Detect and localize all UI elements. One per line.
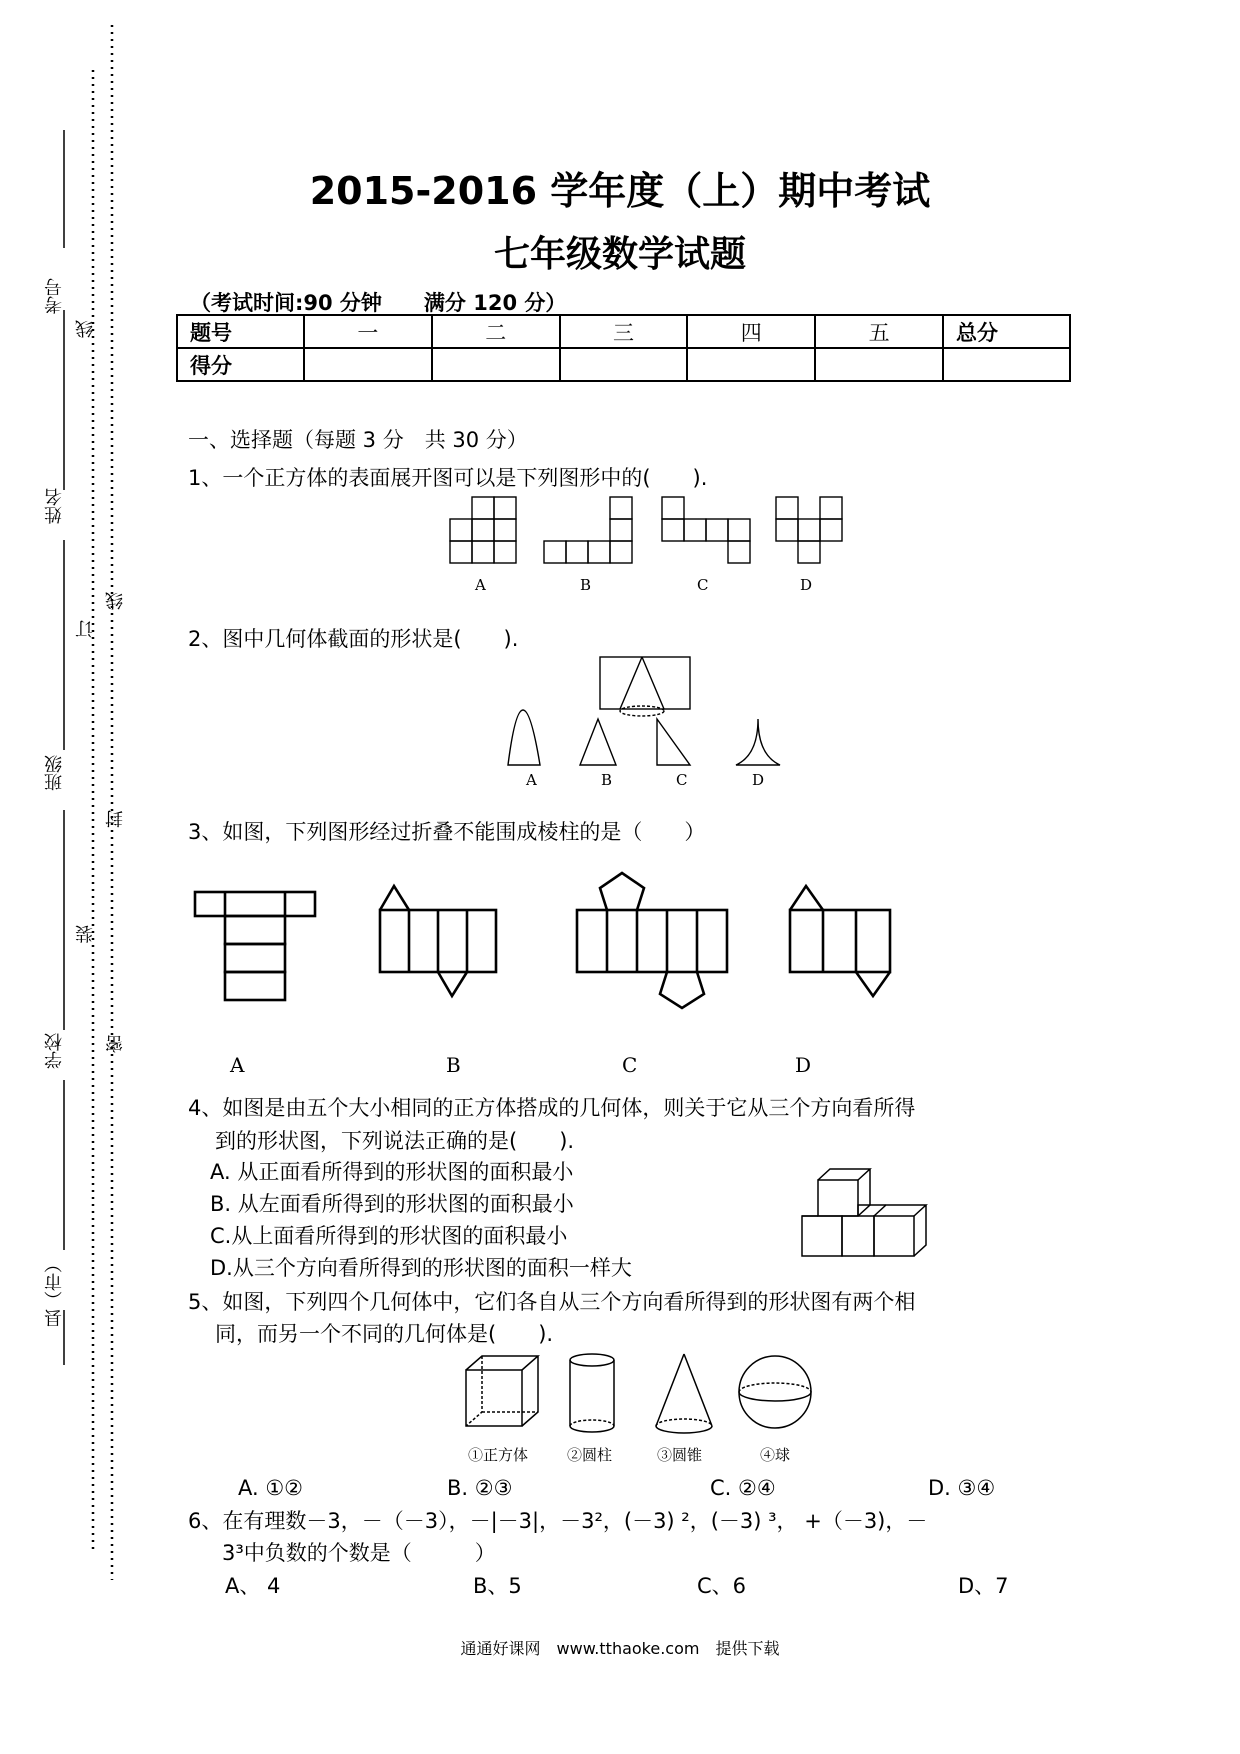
q6-option: B、5 (473, 1574, 522, 1598)
q5-option: D. ③④ (928, 1476, 996, 1500)
q3-prism-nets (190, 870, 910, 1020)
exam-subtitle: 七年级数学试题 (493, 234, 746, 275)
footer-credit: 通通好课网 www.tthaoke.com 提供下载 (460, 1639, 780, 1658)
q1-label: D (800, 576, 813, 594)
q1-label: C (697, 576, 709, 594)
question-4-text: 到的形状图，下列说法正确的是( ). (215, 1129, 575, 1153)
question-5-text: 5、如图，下列四个几何体中，它们各自从三个方向看所得到的形状图有两个相 (188, 1290, 916, 1314)
side-label-name: 姓名 (44, 488, 65, 524)
q5-option: A. ①② (238, 1476, 303, 1500)
q2-label: A (526, 771, 537, 789)
side-label-county: 县（市） (44, 1255, 65, 1327)
q5-shape-label: ④球 (760, 1446, 791, 1464)
q4-cube-figure (800, 1155, 950, 1265)
question-4-text: 4、如图是由五个大小相同的正方体搭成的几何体，则关于它从三个方向看所得 (188, 1096, 916, 1120)
side-label-school: 学校 (44, 1033, 65, 1069)
question-3-text: 3、如图，下列图形经过折叠不能围成棱柱的是（ ） (188, 820, 706, 844)
q2-label: B (601, 771, 613, 789)
question-6-text: 6、在有理数－3，－（－3），－|－3|，－3²，(－3) ²，(－3) ³， +（－3)，－ (188, 1509, 928, 1533)
q1-cube-nets (440, 495, 860, 570)
score-cell[interactable] (815, 348, 943, 381)
q5-shape-label: ①正方体 (468, 1446, 529, 1464)
question-6-text: 3³中负数的个数是（ ） (222, 1541, 496, 1565)
question-2-text: 2、图中几何体截面的形状是( ). (188, 627, 519, 651)
q3-label: A (230, 1053, 245, 1077)
score-table (176, 314, 1071, 382)
score-header-cell: 五 (815, 315, 943, 348)
q5-solids (460, 1350, 840, 1440)
score-cell[interactable] (687, 348, 815, 381)
exam-info: （考试时间:90 分钟 满分 120 分） (190, 291, 567, 315)
question-5-text: 同，而另一个不同的几何体是( ). (215, 1322, 554, 1346)
score-header-cell: 三 (560, 315, 688, 348)
q1-label: B (580, 576, 592, 594)
score-header-cell: 四 (687, 315, 815, 348)
q1-label: A (475, 576, 486, 594)
side-label-class: 班级 (44, 755, 65, 791)
score-header-cell: 一 (304, 315, 432, 348)
side-label-exam-number: 考号 (44, 278, 65, 314)
question-1-text: 1、一个正方体的表面展开图可以是下列图形中的( ). (188, 466, 708, 490)
score-cell[interactable] (943, 348, 1070, 381)
seal-word: 封 (105, 810, 126, 828)
score-header-cell: 总分 (943, 315, 1070, 348)
q5-option: C. ②④ (710, 1476, 776, 1500)
q2-label: C (676, 771, 688, 789)
q5-shape-label: ②圆柱 (567, 1446, 613, 1464)
exam-title: 2015-2016 学年度（上）期中考试 (309, 169, 931, 213)
section-heading: 一、选择题（每题 3 分 共 30 分） (188, 428, 528, 452)
q6-option: A、 4 (225, 1574, 281, 1598)
score-header-cell: 二 (432, 315, 560, 348)
score-cell[interactable] (304, 348, 432, 381)
score-cell[interactable] (432, 348, 560, 381)
q4-option: C.从上面看所得到的形状图的面积最小 (210, 1224, 568, 1248)
seal-word: 线 (105, 592, 126, 610)
q6-option: D、7 (958, 1574, 1009, 1598)
score-row-label: 得分 (177, 348, 304, 381)
q3-label: C (622, 1053, 638, 1077)
q2-label: D (752, 771, 765, 789)
q3-label: D (795, 1053, 812, 1077)
seal-word: 装 (75, 925, 96, 943)
q5-option: B. ②③ (447, 1476, 513, 1500)
q6-option: C、6 (697, 1574, 747, 1598)
seal-word: 密 (105, 1035, 126, 1053)
q4-option: D.从三个方向看所得到的形状图的面积一样大 (210, 1256, 632, 1280)
seal-word: 线 (75, 320, 96, 338)
q2-section-figure (500, 655, 810, 785)
q4-option: B. 从左面看所得到的形状图的面积最小 (210, 1192, 574, 1216)
q5-shape-label: ③圆锥 (657, 1446, 703, 1464)
seal-word: 订 (75, 620, 96, 638)
score-cell[interactable] (560, 348, 688, 381)
score-header-cell: 题号 (177, 315, 304, 348)
q3-label: B (446, 1053, 461, 1077)
q4-option: A. 从正面看所得到的形状图的面积最小 (210, 1160, 574, 1184)
